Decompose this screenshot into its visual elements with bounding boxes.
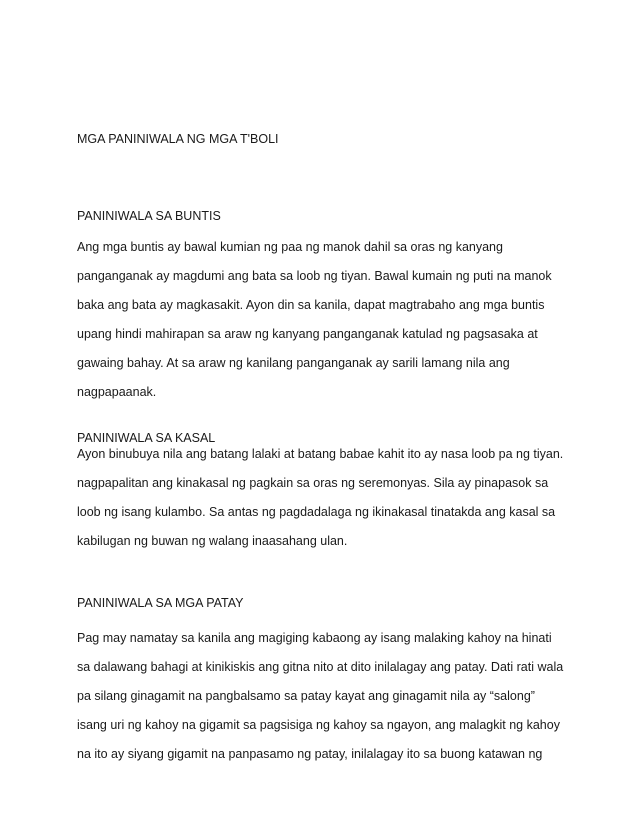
paragraph-line: Ayon binubuya nila ang batang lalaki at batang babae kahit ito ay nasa loob pa ng tiyan. xyxy=(77,447,564,461)
paragraph-line: gawaing bahay. At sa araw ng kanilang panganganak ay sarili lamang nila ang xyxy=(77,356,510,370)
paragraph-line: baka ang bata ay magkasakit. Ayon din sa kanila, dapat magtrabaho ang mga buntis xyxy=(77,298,545,312)
paragraph-line: Ang mga buntis ay bawal kumian ng paa ng manok dahil sa oras ng kanyang xyxy=(77,240,503,254)
paragraph-line: isang uri ng kahoy na gigamit sa pagsisiga ng kahoy sa ngayon, ang malagkit ng kahoy xyxy=(77,718,560,732)
document-title: MGA PANINIWALA NG MGA T'BOLI xyxy=(77,132,279,146)
section-heading-buntis: PANINIWALA SA BUNTIS xyxy=(77,209,221,223)
paragraph-line: Pag may namatay sa kanila ang magiging kabaong ay isang malaking kahoy na hinati xyxy=(77,631,552,645)
paragraph-line: kabilugan ng buwan ng walang inaasahang ulan. xyxy=(77,534,348,548)
paragraph-line: na ito ay siyang gigamit na panpasamo ng patay, inilalagay ito sa buong katawan ng xyxy=(77,747,543,761)
paragraph-patay xyxy=(77,624,577,769)
paragraph-line: loob ng isang kulambo. Sa antas ng pagdadalaga ng ikinakasal tinatakda ang kasal sa xyxy=(77,505,556,519)
paragraph-line: pa silang ginagamit na pangbalsamo sa patay kayat ang ginagamit nila ay “salong” xyxy=(77,689,535,703)
paragraph-line: upang hindi mahirapan sa araw ng kanyang panganganak katulad ng pagsasaka at xyxy=(77,327,538,341)
section-heading-patay: PANINIWALA SA MGA PATAY xyxy=(77,596,244,610)
paragraph-line: nagpapaanak. xyxy=(77,385,157,399)
paragraph-kasal xyxy=(77,440,577,556)
paragraph-line: sa dalawang bahagi at kinikiskis ang gitna nito at dito inilalagay ang patay. Dati rati wala xyxy=(77,660,564,674)
section-heading-kasal: PANINIWALA SA KASAL xyxy=(77,431,216,445)
paragraph-line: panganganak ay magdumi ang bata sa loob ng tiyan. Bawal kumain ng puti na manok xyxy=(77,269,552,283)
paragraph-buntis xyxy=(77,233,577,407)
paragraph-line: nagpapalitan ang kinakasal ng pagkain sa oras ng seremonyas. Sila ay pinapasok sa xyxy=(77,476,549,490)
